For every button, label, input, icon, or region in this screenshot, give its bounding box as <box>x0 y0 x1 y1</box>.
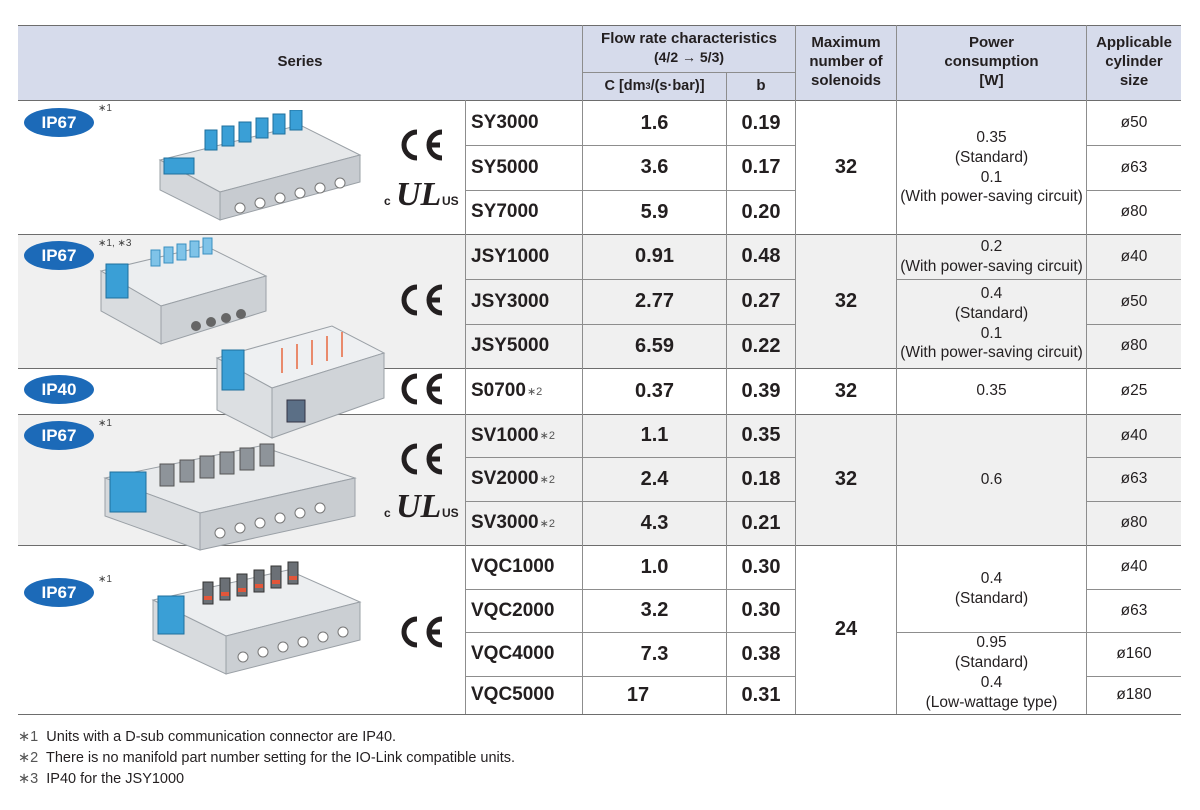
power-line: (Standard) <box>954 304 1029 322</box>
cyl-line2: cylinder <box>1105 53 1163 71</box>
rule <box>465 279 795 280</box>
footnote-mark: ∗1 <box>18 729 39 745</box>
power-line: (With power-saving circuit) <box>900 344 1083 362</box>
power-line: 0.4 <box>980 674 1003 691</box>
power-line: 0.1 <box>980 168 1003 186</box>
c-unit-sup: 3 <box>645 80 651 91</box>
model-name: JSY3000 <box>471 290 550 312</box>
c-value: 7.3 <box>640 642 669 665</box>
c-unit-pre: C [dm <box>604 78 646 95</box>
power-value <box>897 545 1086 632</box>
cyl-line1: Applicable <box>1096 34 1172 52</box>
b-value: 0.21 <box>741 511 781 534</box>
c-value: 2.4 <box>640 467 669 490</box>
ce-mark-icon <box>397 442 447 476</box>
rule <box>18 234 1181 235</box>
cyl-value: ø25 <box>1120 382 1148 399</box>
c-value: 6.59 <box>635 334 674 357</box>
footnote-text: Units with a D-sub communication connector are IP40. <box>46 729 397 745</box>
model-cell <box>465 190 582 234</box>
ul-mark-text: UL <box>396 488 442 523</box>
power-value <box>897 368 1086 414</box>
footnote-ref: ∗2 <box>539 430 555 442</box>
rule <box>18 714 1181 715</box>
power-line1: Power <box>968 34 1014 52</box>
model-cell <box>465 632 582 676</box>
cyl-line3: size <box>1119 71 1149 89</box>
header-flow-rate-title: Flow rate characteristics <box>601 30 777 48</box>
b-value: 0.17 <box>741 156 781 178</box>
b-value: 0.22 <box>741 334 781 357</box>
power-line: 0.35 <box>976 128 1007 146</box>
sy-manifold-image <box>150 110 370 228</box>
footnote <box>18 750 515 766</box>
footnote-ref: ∗2 <box>539 473 555 486</box>
b-value: 0.30 <box>741 555 781 578</box>
ce-mark-icon <box>397 615 447 649</box>
cyl-value: ø40 <box>1120 247 1148 265</box>
ip40-badge: IP40 <box>24 375 94 404</box>
power-line: 0.6 <box>980 470 1003 488</box>
ul-c-text: c <box>384 194 391 208</box>
model-name: VQC1000 <box>471 556 555 577</box>
power-line: 0.2 <box>980 237 1003 255</box>
rule <box>1086 25 1087 714</box>
model-cell <box>465 501 582 545</box>
badge-note: ∗1 <box>98 103 112 114</box>
model-name: SY3000 <box>471 112 539 133</box>
max-sol-line3: solenoids <box>810 71 881 89</box>
power-value <box>897 234 1086 279</box>
cyl-value: ø80 <box>1120 514 1148 531</box>
cyl-value: ø63 <box>1120 601 1148 619</box>
rule <box>18 100 1181 101</box>
max-solenoids-value: 32 <box>834 289 858 312</box>
model-name: JSY1000 <box>471 245 550 267</box>
model-cell <box>465 545 582 589</box>
power-line: 0.4 <box>980 569 1003 587</box>
cyl-value: ø80 <box>1120 337 1148 354</box>
rule <box>18 414 1181 415</box>
power-value <box>897 101 1086 234</box>
header-cylinder <box>1087 25 1181 100</box>
rule <box>726 72 727 714</box>
header-c-unit <box>583 73 726 100</box>
rule <box>465 676 795 677</box>
c-value: 1.0 <box>640 555 669 578</box>
rule <box>18 25 1181 26</box>
c-unit-post: /(s·bar)] <box>650 78 705 95</box>
model-name: SY5000 <box>471 156 539 178</box>
power-line3: [W] <box>979 71 1004 89</box>
power-line: 0.1 <box>980 324 1003 342</box>
power-value <box>897 414 1086 545</box>
rule <box>465 501 795 502</box>
model-name: VQC4000 <box>471 643 555 664</box>
footnote-mark: ∗3 <box>18 771 39 787</box>
model-name: JSY5000 <box>471 335 550 356</box>
s0700-manifold-image <box>212 318 390 450</box>
rule <box>1087 457 1181 458</box>
footnote-text: IP40 for the JSY1000 <box>46 771 185 787</box>
power-value <box>897 279 1086 368</box>
rule <box>465 324 795 325</box>
rule <box>795 25 796 714</box>
b-value: 0.19 <box>741 111 781 134</box>
c-value: 17 <box>626 683 650 706</box>
max-solenoids-value: 32 <box>834 156 858 178</box>
power-line: (With power-saving circuit) <box>900 188 1083 206</box>
c-value: 1.1 <box>640 424 669 446</box>
header-flow-rate <box>583 25 795 72</box>
cyl-value: ø80 <box>1120 203 1148 220</box>
header-power <box>897 25 1086 100</box>
cyl-value: ø50 <box>1120 114 1148 131</box>
b-value: 0.35 <box>741 424 781 446</box>
footnote-ref: ∗2 <box>526 385 543 398</box>
ul-us-text: US <box>442 194 459 208</box>
power-line: (Standard) <box>954 148 1029 166</box>
cyl-value: ø63 <box>1120 470 1148 487</box>
power-line: 0.95 <box>976 634 1007 652</box>
model-cell <box>465 589 582 632</box>
footnote-text: There is no manifold part number setting for the IO-Link compatible units. <box>46 750 516 766</box>
rule <box>465 145 795 146</box>
c-value: 0.37 <box>635 379 674 402</box>
header-flow-rate-sub: (4/2 → 5/3) <box>653 49 725 66</box>
ul-mark-icon <box>384 175 460 211</box>
b-value: 0.39 <box>741 379 781 402</box>
rule <box>1087 501 1181 502</box>
b-value: 0.30 <box>741 599 781 621</box>
power-line: (Standard) <box>954 654 1029 672</box>
model-cell <box>465 457 582 501</box>
ip67-badge: IP67 <box>24 241 94 270</box>
rule <box>1087 676 1181 677</box>
rule <box>897 632 1086 633</box>
rule <box>896 25 897 714</box>
header-max-solenoids <box>796 25 896 100</box>
rule <box>1087 632 1181 633</box>
ce-mark-icon <box>397 283 447 317</box>
power-line: (With power-saving circuit) <box>900 257 1083 275</box>
ip67-badge: IP67 <box>24 421 94 450</box>
model-cell <box>465 414 582 457</box>
model-cell <box>465 145 582 190</box>
b-value: 0.31 <box>741 683 781 706</box>
rule <box>18 368 1181 369</box>
c-value: 5.9 <box>640 200 669 223</box>
cyl-value: ø40 <box>1120 426 1148 444</box>
ul-c-text: c <box>384 506 391 520</box>
model-name: VQC2000 <box>471 599 555 621</box>
b-value: 0.38 <box>741 642 781 665</box>
max-sol-line2: number of <box>809 53 883 71</box>
cyl-value: ø50 <box>1120 292 1148 310</box>
power-value <box>897 632 1086 714</box>
sv-manifold-image <box>100 438 360 556</box>
rule <box>1087 190 1181 191</box>
power-line: 0.4 <box>980 284 1003 302</box>
footnote-ref: ∗2 <box>539 517 555 530</box>
rule <box>465 190 795 191</box>
model-name: SV2000 <box>471 468 539 489</box>
header-series: Series <box>18 25 582 100</box>
cyl-value: ø63 <box>1120 158 1148 176</box>
c-value: 3.6 <box>640 156 669 178</box>
rule <box>1087 279 1181 280</box>
header-b: b <box>727 73 795 100</box>
max-solenoids-value: 24 <box>834 618 858 640</box>
c-value: 3.2 <box>640 599 669 621</box>
c-value: 1.6 <box>640 111 669 134</box>
rule <box>465 457 795 458</box>
c-value: 2.77 <box>635 290 674 312</box>
ul-mark-text: UL <box>396 176 442 211</box>
power-line: (Standard) <box>954 589 1029 607</box>
footnote <box>18 729 396 745</box>
model-name: S0700 <box>471 380 526 401</box>
vqc-manifold-image <box>148 560 364 680</box>
model-cell <box>465 101 582 145</box>
b-value: 0.20 <box>741 200 781 223</box>
rule <box>897 279 1086 280</box>
b-value: 0.27 <box>741 290 781 312</box>
max-solenoids-value: 32 <box>834 379 858 402</box>
ip67-badge: IP67 <box>24 108 94 137</box>
ce-mark-icon <box>397 372 447 406</box>
rule <box>582 25 583 714</box>
model-name: VQC5000 <box>471 684 555 705</box>
model-cell <box>465 324 582 368</box>
b-value: 0.18 <box>741 467 781 490</box>
rule <box>465 100 466 714</box>
model-cell <box>465 279 582 324</box>
rule <box>1087 145 1181 146</box>
rule <box>465 632 795 633</box>
power-line: (Low-wattage type) <box>925 693 1058 711</box>
model-cell <box>465 368 582 414</box>
cyl-value: ø180 <box>1116 686 1152 703</box>
max-sol-line1: Maximum <box>811 34 881 52</box>
cyl-value: ø160 <box>1116 645 1152 662</box>
rule <box>465 589 795 590</box>
footnote <box>18 771 184 787</box>
model-cell <box>465 234 582 279</box>
badge-note: ∗1 <box>98 418 112 429</box>
c-value: 4.3 <box>640 511 669 534</box>
rule <box>1087 589 1181 590</box>
max-solenoids-value: 32 <box>834 468 858 490</box>
badge-note: ∗1, ∗3 <box>98 238 132 249</box>
footnote-mark: ∗2 <box>18 750 39 766</box>
ul-mark-icon <box>384 487 460 523</box>
model-name: SV1000 <box>471 424 539 446</box>
c-value: 0.91 <box>635 245 674 267</box>
rule <box>583 72 795 73</box>
cyl-value: ø40 <box>1120 558 1148 575</box>
power-line: 0.35 <box>976 382 1007 400</box>
ul-us-text: US <box>442 506 459 520</box>
ip67-badge: IP67 <box>24 578 94 607</box>
power-line2: consumption <box>944 53 1039 71</box>
rule <box>1087 324 1181 325</box>
ce-mark-icon <box>397 128 447 162</box>
model-cell <box>465 676 582 714</box>
model-name: SY7000 <box>471 201 539 222</box>
badge-note: ∗1 <box>98 574 112 585</box>
b-value: 0.48 <box>741 245 781 267</box>
model-name: SV3000 <box>471 512 539 533</box>
